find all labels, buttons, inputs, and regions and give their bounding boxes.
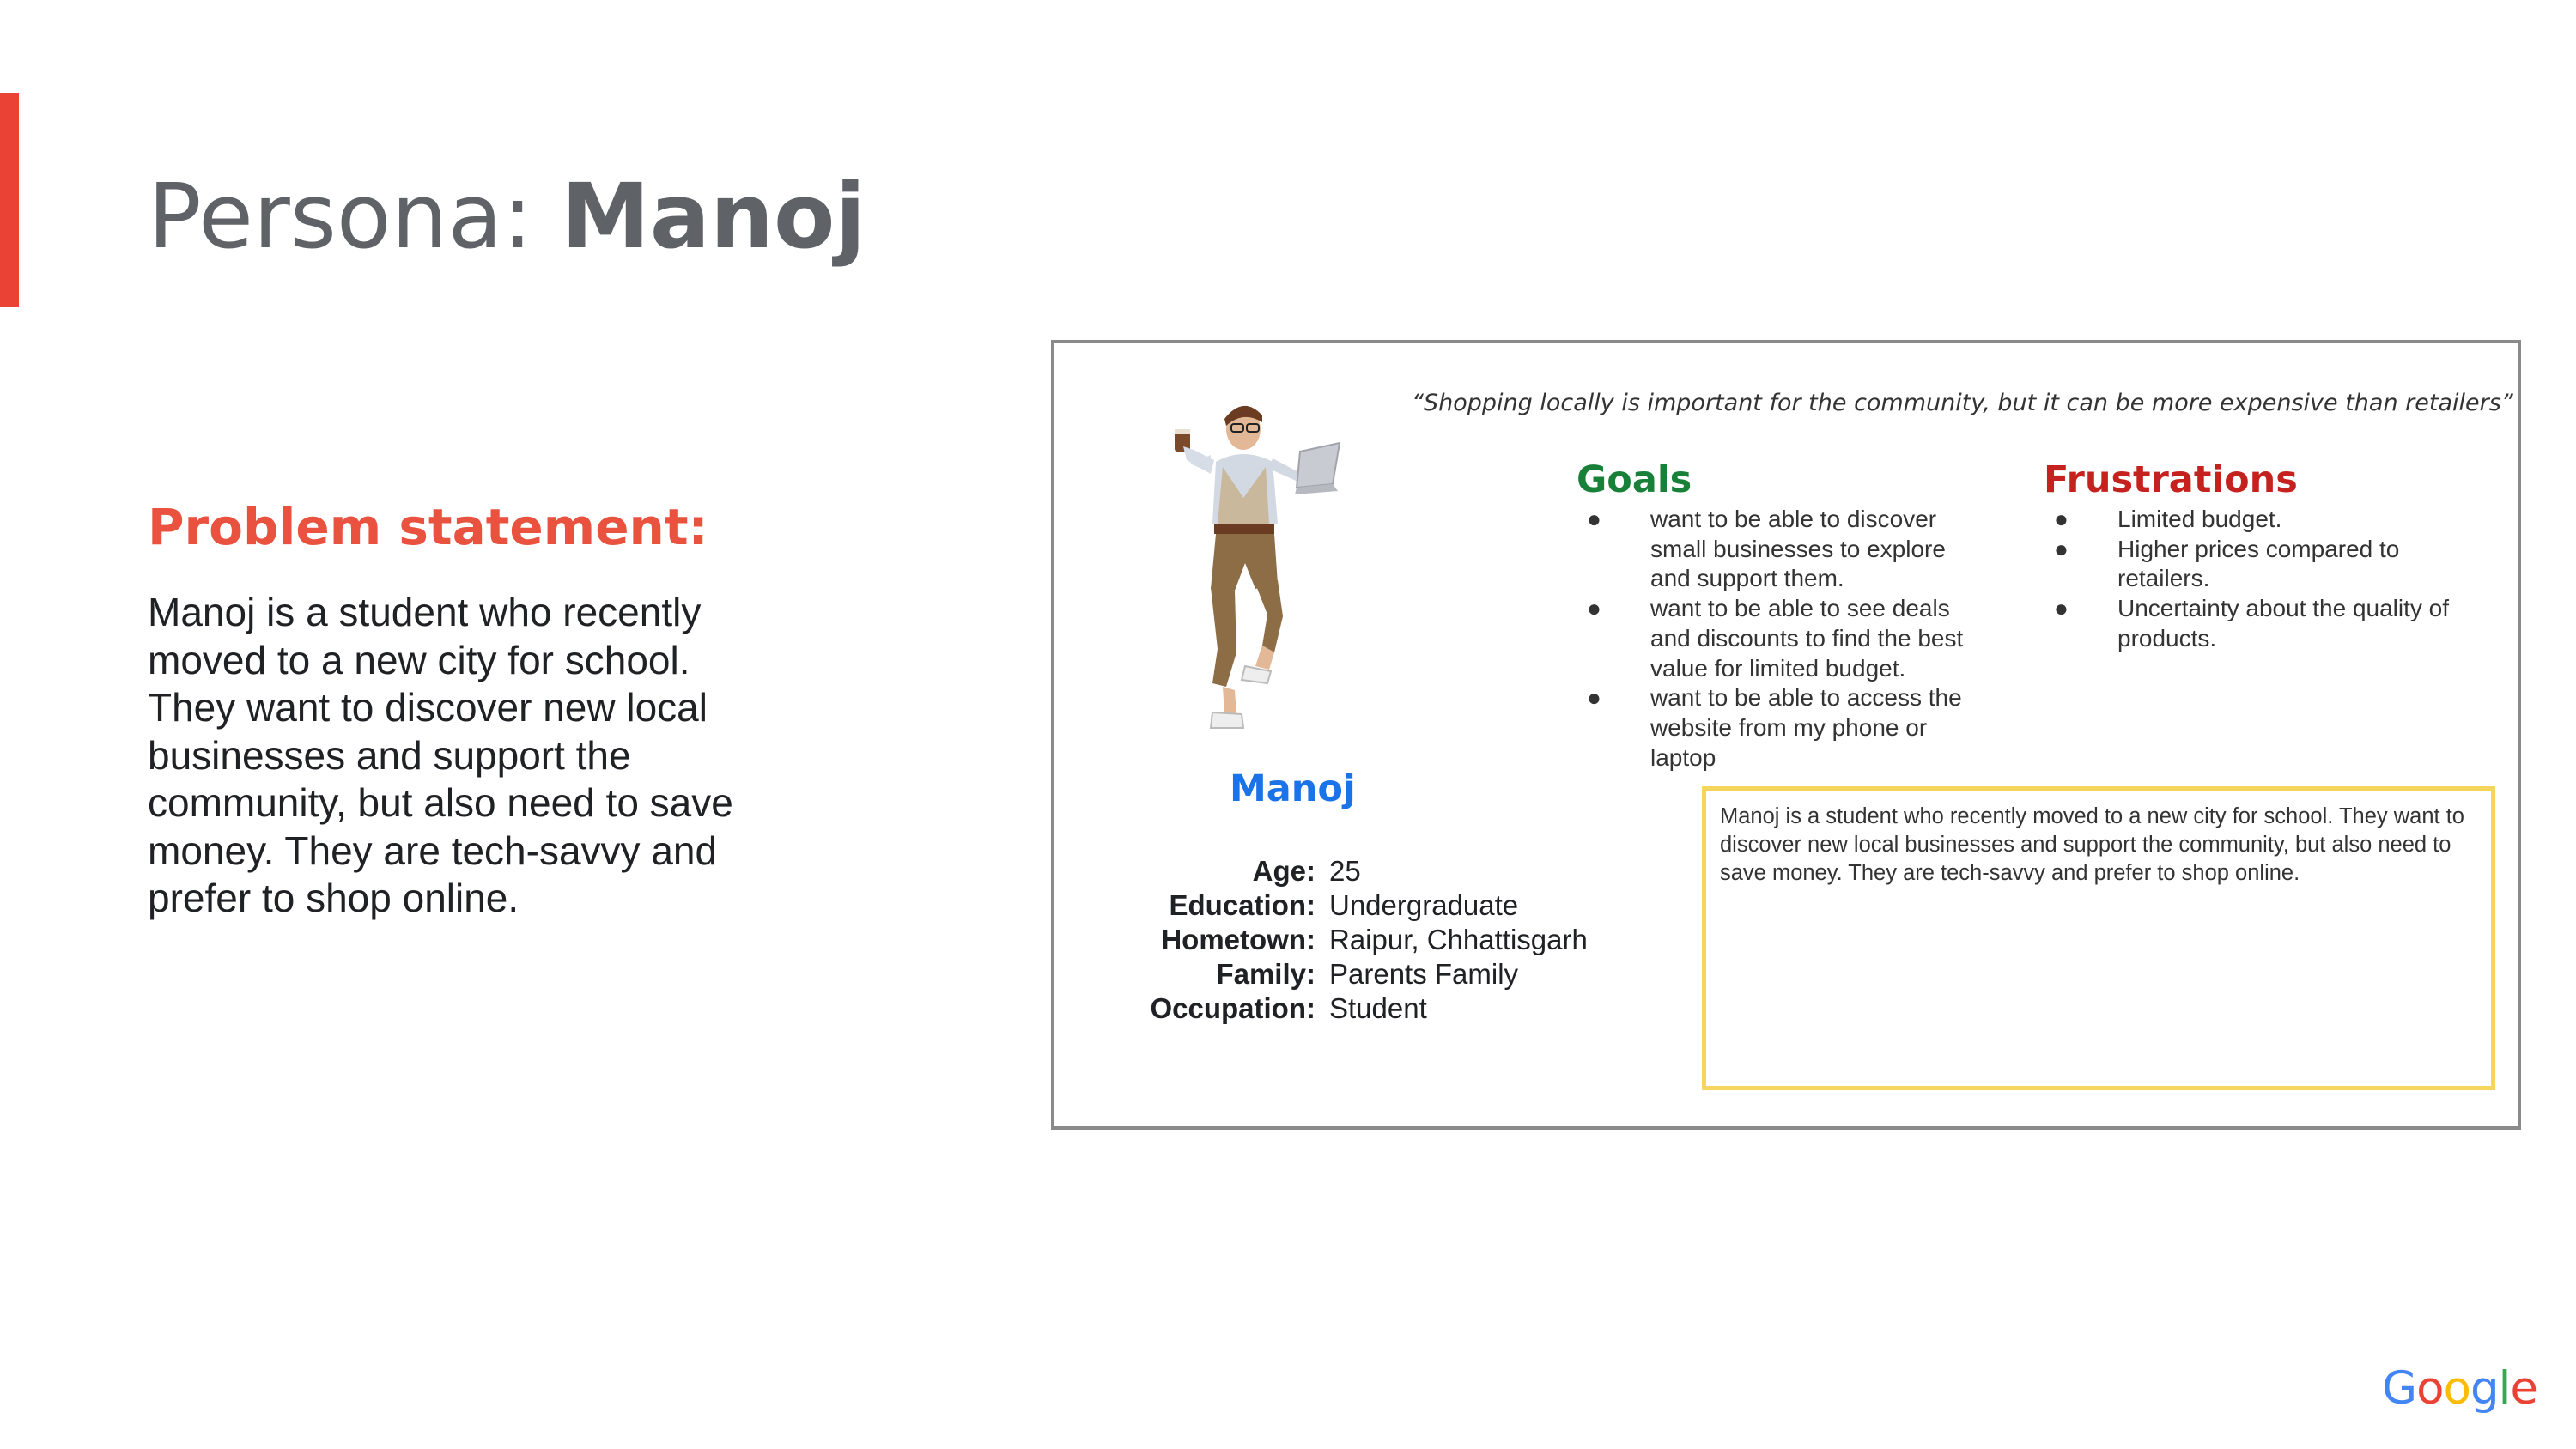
- frustration-text: Limited budget.: [2117, 506, 2282, 532]
- detail-row-family: [1089, 958, 1570, 992]
- title-name: Manoj: [561, 164, 866, 269]
- frustration-text: Higher prices compared to retailers.: [2117, 535, 2400, 592]
- google-logo: [2382, 1363, 2537, 1415]
- detail-row-occupation: [1089, 992, 1570, 1027]
- logo-letter: G: [2382, 1362, 2417, 1415]
- persona-details: [1089, 855, 1588, 1027]
- bullet-icon: ●: [1587, 506, 1601, 532]
- goal-item: [1580, 505, 1984, 594]
- summary-box: [1702, 786, 2495, 1090]
- detail-value: Student: [1329, 992, 1427, 1024]
- detail-row-age: [1089, 855, 1570, 889]
- accent-bar: [0, 93, 19, 307]
- goal-item: [1580, 683, 1984, 773]
- frustration-text: Uncertainty about the quality of products.: [2117, 595, 2450, 652]
- detail-label: Hometown:: [1161, 924, 1315, 955]
- page-title: [148, 163, 866, 270]
- persona-name: Manoj: [1230, 767, 1356, 810]
- detail-label: Family:: [1216, 958, 1315, 990]
- logo-letter: o: [2416, 1362, 2444, 1415]
- summary-text: Manoj is a student who recently moved to a new city for school. They want to discover new local businesses and support the community, but also need to save money. They are tech-savvy and prefer to shop online.: [1720, 804, 2464, 885]
- bullet-icon: ●: [2054, 506, 2069, 532]
- goal-text: want to be able to discover small businesses to explore and support them.: [1650, 506, 1946, 592]
- persona-quote: “Shopping locally is important for the community, but it can be more expensive than retailers”: [1412, 390, 2513, 416]
- frustrations-heading: Frustrations: [2044, 458, 2298, 501]
- bullet-icon: ●: [2054, 595, 2069, 622]
- detail-row-hometown: [1089, 924, 1588, 958]
- goal-text: want to be able to see deals and discounts to find the best value for limited budget.: [1650, 595, 1964, 682]
- goals-heading: Goals: [1577, 458, 1692, 501]
- frustration-item: [2047, 594, 2459, 653]
- problem-statement-heading: Problem statement:: [148, 498, 708, 556]
- bullet-icon: ●: [1587, 684, 1601, 712]
- goal-text: want to be able to access the website from my phone or laptop: [1650, 684, 1962, 771]
- persona-card: [1051, 340, 2521, 1130]
- logo-letter: g: [2470, 1362, 2499, 1415]
- detail-value: Undergraduate: [1329, 889, 1519, 921]
- detail-value: Raipur, Chhattisgarh: [1329, 924, 1588, 955]
- detail-label: Age:: [1252, 855, 1315, 887]
- detail-value: 25: [1329, 855, 1361, 887]
- detail-label: Education:: [1169, 889, 1315, 921]
- title-prefix: Persona:: [148, 164, 562, 269]
- logo-letter: l: [2498, 1362, 2511, 1415]
- frustration-item: [2047, 535, 2459, 594]
- bullet-icon: ●: [1587, 595, 1601, 622]
- frustration-item: [2047, 505, 2459, 535]
- logo-letter: o: [2443, 1362, 2470, 1415]
- problem-statement-text: Manoj is a student who recently moved to a new city for school. They want to discover new local businesses and support the community, but also need to save money. They are tech-savvy and prefer to shop online.: [148, 590, 733, 920]
- goal-item: [1580, 594, 1984, 683]
- detail-label: Occupation:: [1150, 992, 1315, 1024]
- logo-letter: e: [2510, 1362, 2537, 1415]
- detail-row-education: [1089, 889, 1570, 924]
- bullet-icon: ●: [2054, 535, 2069, 562]
- detail-value: Parents Family: [1329, 958, 1519, 990]
- goals-list: [1580, 505, 1984, 773]
- frustrations-list: [2047, 505, 2459, 654]
- persona-illustration: [1149, 395, 1381, 764]
